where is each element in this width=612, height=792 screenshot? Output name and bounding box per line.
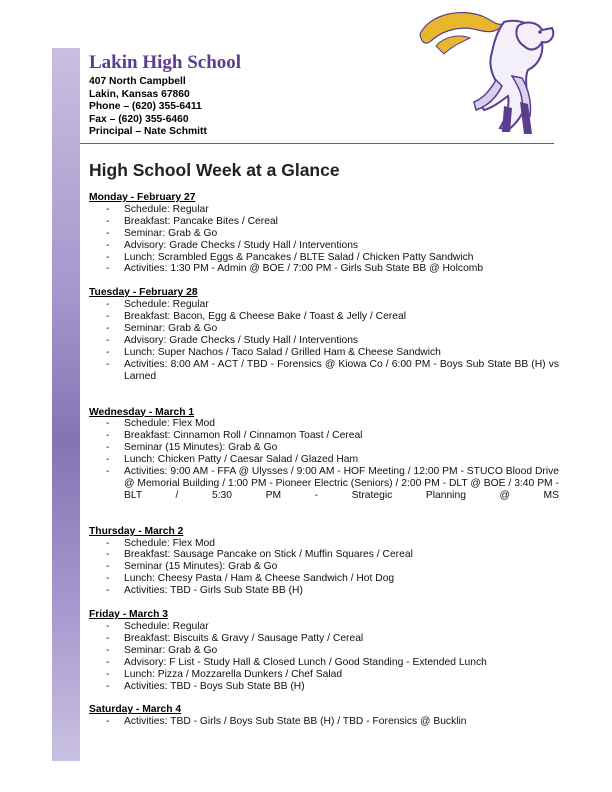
bullet-dash: -: [106, 561, 110, 573]
day-section: [89, 704, 559, 728]
schedule-item-text: Seminar: Grab & Go: [124, 323, 218, 335]
schedule-item-text: Activities: TBD - Boys Sub State BB (H): [124, 680, 305, 692]
bullet-dash: -: [106, 263, 110, 275]
schedule-item: [89, 681, 559, 693]
schedule-item: [89, 538, 559, 550]
mustang-mascot-icon: [400, 6, 560, 136]
day-heading: Monday - February 27: [89, 192, 196, 203]
bullet-dash: -: [106, 573, 110, 585]
schedule-item: [89, 549, 559, 561]
schedule-item: [89, 573, 559, 585]
schedule-item-text: Activities: 8:00 AM - ACT / TBD - Forensics @ Kiowa Co / 6:00 PM - Boys Sub State BB (H) vs Larned: [124, 358, 559, 382]
schedule-item: [89, 216, 559, 228]
schedule-item: [89, 204, 559, 216]
bullet-dash: -: [106, 418, 110, 430]
page-title: High School Week at a Glance: [89, 160, 340, 180]
day-heading: Tuesday - February 28: [89, 287, 198, 299]
day-heading: Friday - March 3: [89, 609, 168, 621]
day-section: [89, 609, 559, 692]
week-schedule: [89, 192, 559, 740]
schedule-item: [89, 466, 559, 514]
sidebar-bar: [52, 48, 80, 761]
schedule-item-text: Schedule: Flex Mod: [124, 537, 216, 549]
bullet-dash: -: [106, 454, 110, 466]
schedule-item-text: Schedule: Regular: [124, 621, 209, 632]
schedule-item-text: Activities: 9:00 AM - FFA @ Ulysses / 9:00 AM - HOF Meeting / 12:00 PM - STUCO Blood Drive @ Memorial Building / 1:00 PM - Pioneer Electric (Seniors) / 2:00 PM - DLT @ BOE / 3:40 PM - BLT / 5:30 PM - Strategic Planning @ MS: [124, 466, 559, 501]
bullet-dash: -: [106, 668, 110, 680]
schedule-item-text: Advisory: F List - Study Hall & Closed Lunch / Good Standing - Extended Lunch: [124, 656, 487, 668]
schedule-item: [89, 228, 559, 240]
schedule-item: [89, 645, 559, 657]
schedule-item-text: Lunch: Super Nachos / Taco Salad / Grilled Ham & Cheese Sandwich: [124, 346, 441, 358]
schedule-item: [89, 323, 559, 335]
header-divider: [80, 143, 554, 144]
bullet-dash: -: [106, 251, 110, 263]
bullet-dash: -: [106, 656, 110, 668]
schedule-item-text: Seminar (15 Minutes): Grab & Go: [124, 561, 278, 573]
schedule-item-text: Advisory: Grade Checks / Study Hall / Interventions: [124, 239, 359, 251]
bullet-dash: -: [106, 358, 110, 370]
day-section: [89, 407, 559, 514]
schedule-item-text: Schedule: Regular: [124, 299, 209, 311]
schedule-item-text: Seminar (15 Minutes): Grab & Go: [124, 442, 278, 454]
bullet-dash: -: [106, 644, 110, 656]
bullet-dash: -: [106, 680, 110, 692]
school-header: [89, 52, 241, 139]
bullet-dash: -: [106, 442, 110, 454]
bullet-dash: -: [106, 716, 110, 728]
schedule-item-text: Breakfast: Sausage Pancake on Stick / Muffin Squares / Cereal: [124, 549, 413, 561]
schedule-item-text: Lunch: Chicken Patty / Caesar Salad / Glazed Ham: [124, 454, 359, 466]
bullet-dash: -: [106, 632, 110, 644]
school-phone: Phone – (620) 355-6411: [89, 101, 202, 113]
schedule-item: [89, 430, 559, 442]
schedule-item: [89, 621, 559, 633]
schedule-item-text: Activities: TBD - Girls Sub State BB (H): [124, 585, 303, 597]
day-section: [89, 192, 559, 275]
schedule-item-text: Lunch: Cheesy Pasta / Ham & Cheese Sandwich / Hot Dog: [124, 573, 395, 585]
schedule-item: [89, 359, 559, 395]
schedule-item-text: Breakfast: Biscuits & Gravy / Sausage Patty / Cereal: [124, 632, 364, 644]
bullet-dash: -: [106, 621, 110, 632]
schedule-item: [89, 454, 559, 466]
schedule-item: [89, 418, 559, 430]
school-name: Lakin High School: [89, 52, 242, 73]
schedule-item-text: Activities: 1:30 PM - Admin @ BOE / 7:00 PM - Girls Sub State BB @ Holcomb: [124, 263, 484, 275]
schedule-item-text: Breakfast: Bacon, Egg & Cheese Bake / Toast & Jelly / Cereal: [124, 311, 406, 323]
schedule-item: [89, 585, 559, 597]
schedule-item: [89, 442, 559, 454]
day-section: [89, 526, 559, 597]
bullet-dash: -: [106, 227, 110, 239]
schedule-item-text: Breakfast: Pancake Bites / Cereal: [124, 215, 278, 227]
day-heading: Thursday - March 2: [89, 525, 184, 537]
schedule-item: [89, 716, 559, 728]
school-address-line2: Lakin, Kansas 67860: [89, 88, 190, 100]
day-section: [89, 287, 559, 394]
bullet-dash: -: [106, 537, 110, 549]
schedule-item-text: Lunch: Pizza / Mozzarella Dunkers / Chef Salad: [124, 668, 343, 680]
bullet-dash: -: [106, 239, 110, 251]
schedule-item: [89, 240, 559, 252]
bullet-dash: -: [106, 466, 110, 478]
schedule-item: [89, 633, 559, 645]
bullet-dash: -: [106, 334, 110, 346]
schedule-item: [89, 263, 559, 275]
schedule-item-text: Schedule: Flex Mod: [124, 418, 216, 430]
schedule-item-text: Activities: TBD - Girls / Boys Sub State BB (H) / TBD - Forensics @ Bucklin: [124, 716, 467, 728]
schedule-item: [89, 561, 559, 573]
bullet-dash: -: [106, 323, 110, 335]
schedule-item: [89, 669, 559, 681]
schedule-item-text: Breakfast: Cinnamon Roll / Cinnamon Toast / Cereal: [124, 430, 363, 442]
schedule-item-text: Seminar: Grab & Go: [124, 227, 218, 239]
school-fax: Fax – (620) 355-6460: [89, 113, 189, 125]
schedule-item: [89, 252, 559, 264]
school-principal: Principal – Nate Schmitt: [89, 126, 207, 138]
bullet-dash: -: [106, 585, 110, 597]
bullet-dash: -: [106, 311, 110, 323]
schedule-item-text: Lunch: Scrambled Eggs & Pancakes / BLTE Salad / Chicken Patty Sandwich: [124, 251, 474, 263]
schedule-item-text: Schedule: Regular: [124, 203, 209, 215]
bullet-dash: -: [106, 346, 110, 358]
bullet-dash: -: [106, 430, 110, 442]
bullet-dash: -: [106, 215, 110, 227]
bullet-dash: -: [106, 299, 110, 311]
day-heading: Saturday - March 4: [89, 704, 182, 716]
schedule-item: [89, 335, 559, 347]
day-heading: Wednesday - March 1: [89, 406, 195, 418]
school-address-line1: 407 North Campbell: [89, 76, 186, 87]
schedule-item: [89, 347, 559, 359]
bullet-dash: -: [106, 203, 110, 215]
schedule-item-text: Seminar: Grab & Go: [124, 644, 218, 656]
schedule-item: [89, 657, 559, 669]
bullet-dash: -: [106, 549, 110, 561]
schedule-item-text: Advisory: Grade Checks / Study Hall / Interventions: [124, 334, 359, 346]
schedule-item: [89, 299, 559, 311]
schedule-item: [89, 311, 559, 323]
